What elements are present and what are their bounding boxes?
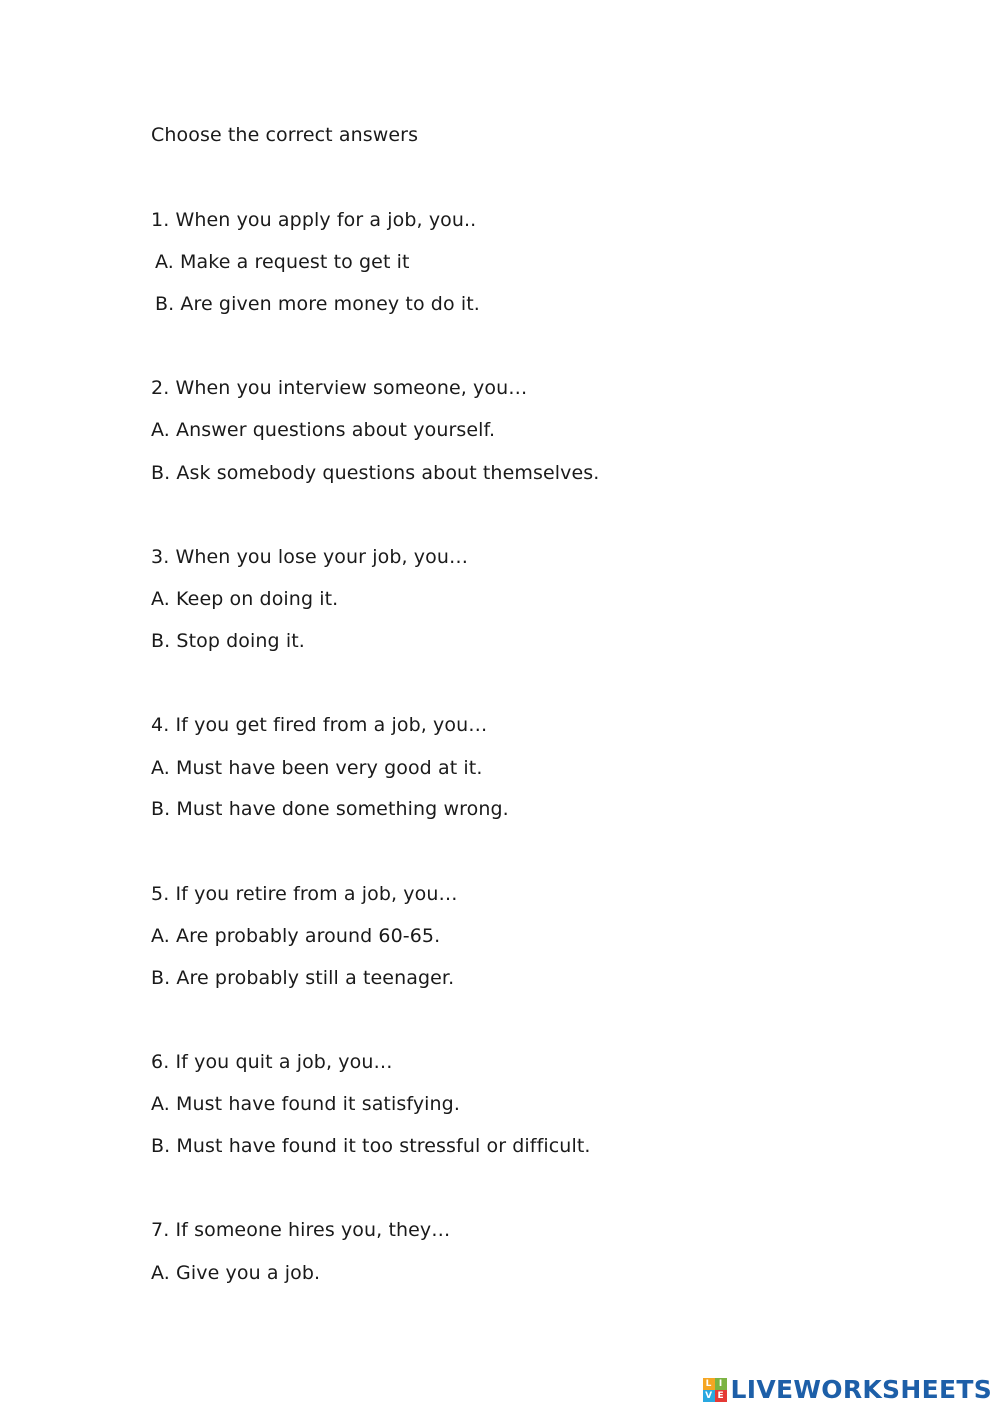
question-6-prompt: 6. If you quit a job, you… <box>151 1051 393 1073</box>
question-7-option-a[interactable]: A. Give you a job. <box>151 1262 321 1284</box>
logo-letter-e: E <box>715 1390 727 1402</box>
question-7-prompt: 7. If someone hires you, they… <box>151 1219 451 1241</box>
logo-letter-v: V <box>703 1390 715 1402</box>
question-1-prompt: 1. When you apply for a job, you.. <box>151 209 477 231</box>
question-6-option-a[interactable]: A. Must have found it satisfying. <box>151 1093 460 1115</box>
question-5-option-a[interactable]: A. Are probably around 60-65. <box>151 925 441 947</box>
liveworksheets-logo-icon <box>703 1378 727 1402</box>
question-6-option-b[interactable]: B. Must have found it too stressful or difficult. <box>151 1135 591 1157</box>
instructions: Choose the correct answers <box>151 124 419 146</box>
question-2-prompt: 2. When you interview someone, you… <box>151 377 528 399</box>
question-5-option-b[interactable]: B. Are probably still a teenager. <box>151 967 455 989</box>
question-2-option-a[interactable]: A. Answer questions about yourself. <box>151 419 496 441</box>
logo-letter-i: I <box>715 1378 727 1390</box>
question-3-option-b[interactable]: B. Stop doing it. <box>151 630 305 652</box>
question-3-prompt: 3. When you lose your job, you… <box>151 546 469 568</box>
question-4-prompt: 4. If you get fired from a job, you… <box>151 714 488 736</box>
question-4-option-b[interactable]: B. Must have done something wrong. <box>151 798 509 820</box>
question-1-option-a[interactable]: A. Make a request to get it <box>155 251 410 273</box>
question-2-option-b[interactable]: B. Ask somebody questions about themselves. <box>151 462 600 484</box>
question-4-option-a[interactable]: A. Must have been very good at it. <box>151 757 483 779</box>
question-1-option-b[interactable]: B. Are given more money to do it. <box>155 293 480 315</box>
logo-letter-l: L <box>703 1378 715 1390</box>
question-3-option-a[interactable]: A. Keep on doing it. <box>151 588 339 610</box>
brand-name: LIVEWORKSHEETS <box>730 1375 992 1404</box>
liveworksheets-brand[interactable] <box>703 1373 992 1407</box>
question-5-prompt: 5. If you retire from a job, you… <box>151 883 458 905</box>
